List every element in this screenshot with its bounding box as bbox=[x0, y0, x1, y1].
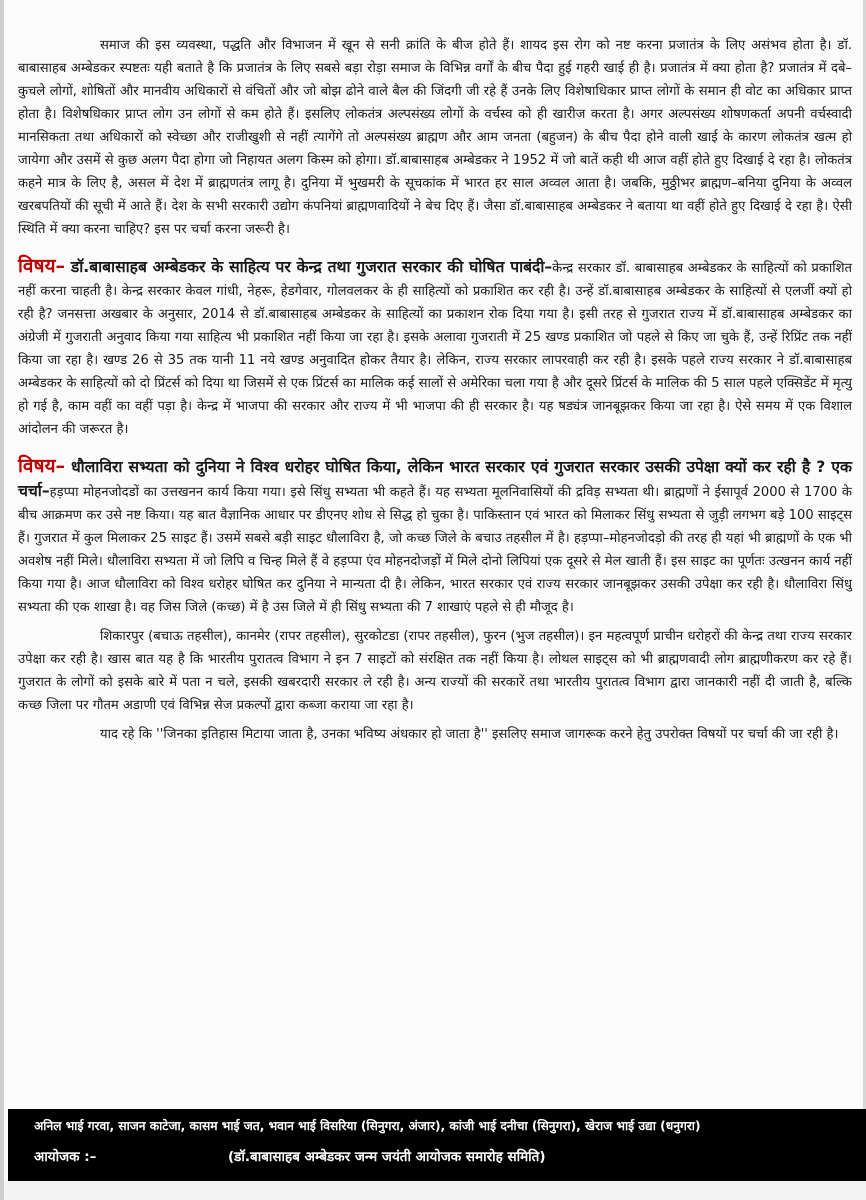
organizers-footer bbox=[8, 1109, 866, 1181]
section-label: विषय– bbox=[18, 255, 65, 277]
committee-name: (डॉ.बाबासाहब अम्बेडकर जन्म जयंती आयोजक समारोह समिति) bbox=[228, 1149, 546, 1165]
section-dholavira bbox=[18, 455, 852, 746]
page-bottom-margin bbox=[4, 1181, 866, 1200]
section-label: विषय– bbox=[18, 455, 65, 477]
closing-paragraph: याद रहे कि ''जिनका इतिहास मिटाया जाता है, उनका भविष्य अंधकार हो जाता है'' इसलिए समाज जागरूक करने हेतु उपरोक्त विषयों पर चर्चा की जा रही है। bbox=[100, 727, 839, 742]
section-literature-ban bbox=[18, 255, 852, 441]
organizer-names: अनिल भाई गरवा, साजन काटेजा, कासम भाई जत, भवान भाई विसरिया (सिनुगरा, अंजार), कांजी भाई दनीचा (सिनुगरा), खेराज भाई उद्या (धनुगरा) bbox=[34, 1119, 701, 1133]
section-title: धौलाविरा सभ्यता को दुनिया ने विश्व धरोहर घोषित किया, लेकिन भारत सरकार एवं गुजरात सरकार उसकी उपेक्षा क्यों कर रही है ? एक चर्चा– bbox=[18, 458, 852, 500]
organizer-label: आयोजक :– bbox=[34, 1149, 97, 1165]
section-literature-paragraph bbox=[18, 255, 852, 441]
section-title: डॉ.बाबासाहब अम्बेडकर के साहित्य पर केन्द्र तथा गुजरात सरकार की घोषित पाबंदी– bbox=[65, 258, 553, 276]
sites-paragraph: शिकारपुर (बचाऊ तहसील), कानमेर (रापर तहसील), सुरकोटडा (रापर तहसील), फुरन (भुज तहसील)। इन महत्वपूर्ण प्राचीन धरोहरों की केन्द्र तथा राज्य सरकार उपेक्षा कर रही है। खास बात यह है कि भारतीय पुरातत्व विभाग ने इन 7 साइटों को संरक्षित तक नहीं किया है। लोथल साइट्स को भी ब्राह्मणवादी लोग ब्राह्मणीकरण कर रहे हैं। गुजरात के लोगों को इसके बारे में पता न चले, इसकी खबरदारी सरकार ले रही है। अन्य राज्यों की सरकारें तथा भारतीय पुरातत्व विभाग द्वारा जानकारी नहीं दी जाती है, बल्कि कच्छ जिला पर गौतम अडाणी एवं विभिन्न सेज प्रकल्पों द्वारा कब्जा कराया जा रहा है। bbox=[18, 629, 852, 713]
section-dholavira-paragraph bbox=[18, 455, 852, 619]
section-body: केन्द्र सरकार डॉ. बाबासाहब अम्बेडकर के साहित्यों को प्रकाशित नहीं करना चाहती है। केन्द्र सरकार केवल गांधी, नेहरू, हेडगेवार, गोलवलकर के ही साहित्यों को प्रकाशित कर रही है। उन्हें डॉ.बाबासाहब अम्बेडकर के साहित्यों से एलर्जी क्यों हो रही है? जनसत्ता अखबार के अनुसार, 2014 से डॉ.बाबासाहब अम्बेडकर के साहित्यों का प्रकाशन रोक दिया गया है। इसी तरह से गुजरात राज्य में डॉ.बाबासाहब अम्बेडकर का अंग्रेजी में गुजराती अनुवाद किया गया साहित्य भी प्रकाशित नहीं किया जा रहा है। इसके अलावा गुजराती में 25 खण्ड प्रकाशित जो पहले से किए जा चुके हैं, उन्हें रिप्रिंट तक नहीं किया जा रहा है। खण्ड 26 से 35 तक यानी 11 नये खण्ड अनुवादित होकर तैयार है। लेकिन, राज्य सरकार लापरवाही कर रही है। इसके पहले राज्य सरकार ने डॉ.बाबासाहब अम्बेडकर के साहित्यों को दो प्रिंटर्स को दिया था जिसमें से एक प्रिंटर्स का मालिक कई सालों से अमेरिका चला गया है और दूसरे प्रिंटर्स के मालिक की 5 साल पहले एक्सिडेंट में मृत्यु हो गई है, काम वहीं का वहीं पड़ा है। केन्द्र में भाजपा की सरकार और राज्य में भी भाजपा की ही सरकार है। यह षड्यंत्र जानबूझकर किया जा रहा है। ऐसे समय में एक विशाल आंदोलन की जरूरत है। bbox=[18, 261, 853, 437]
intro-paragraph: समाज की इस व्यवस्था, पद्धति और विभाजन में खून से सनी क्रांति के बीज होते हैं। शायद इस रोग को नष्ट करना प्रजातंत्र के लिए असंभव होता है। डॉ. बाबासाहब अम्बेडकर स्पष्टतः यही बताते है कि प्रजातंत्र के लिए सबसे बड़ा रोड़ा समाज के विभिन्न वर्गों के बीच पैदा हुई गहरी खाई ही है। प्रजातंत्र में क्या होता है? प्रजातंत्र में दबे–कुचले लोगों, शोषितों और मानवीय अधिकारों से वंचितों और जो बोझ ढोने वाले बैल की जिंदगी जी रहे हैं उनके लिए विशेषाधिकार प्राप्त लोगों के समान ही वोट का अधिकार प्राप्त होता है। विशेषधिकार प्राप्त लोग उन लोगों से कम होते हैं। इसलिए लोकतंत्र अल्पसंख्य लोगों के वर्चस्व को ही खारीज करता है। अगर अल्पसंख्य शोषणकर्ता अपनी वर्चस्वादी मानसिकता तथा अधिकारों को स्वेच्छा और राजीखुशी से नहीं त्यागेंगे तो अल्पसंख्य ब्राह्मण और आम जनता (बहुजन) के बीच पैदा होने वाली खाई के कारण लोकतंत्र खत्म हो जायेगा और उसमें से कुछ अलग पैदा होगा जो निहायत अलग किस्म को होगा। डॉ.बाबासाहब अम्बेडकर ने 1952 में जो बातें कही थी आज वहीं होते हुए दिखाई दे रहा है। लोकतंत्र कहने मात्र के लिए है, असल में देश में ब्राह्मणतंत्र लागू है। दुनिया में भुखमरी के सूचकांक में भारत हर साल अव्वल आता है। जबकि, मुठ्ठीभर ब्राह्मण–बनिया दुनिया के अव्वल खरबपतियों की सूची में आते हैं। देश के सभी सरकारी उद्योग कंपनियां ब्राह्मणवादियों ने बेच दिए हैं। जैसा डॉ.बाबासाहब अम्बेडकर ने बताया था वहीं होते हुए दिखाई दे रहा है। ऐसी स्थिति में क्या करना चाहिए? इस पर चर्चा करना जरूरी है। bbox=[18, 38, 852, 237]
document-body bbox=[18, 34, 852, 746]
section-body: हड़प्पा मोहनजोदडों का उत्तखनन कार्य किया गया। इसे सिंधु सभ्यता भी कहते हैं। यह सभ्यता मूलनिवासियों की द्रविड़ सभ्यता थी। ब्राह्मणों ने ईसापूर्व 2000 से 1700 के बीच आक्रमण कर उसे नष्ट किया। यह बात वैज्ञानिक आधार पर डीएनए शोध से सिद्ध हो चुका है। पाकिस्तान एवं भारत को मिलाकर सिंधु सभ्यता से जुड़ी लगभग बड़े 100 साइट्स हैं। गुजरात में कुल मिलाकर 25 साइट हैं। उसमें सबसे बड़ी साइट धौलाविरा है, जो कच्छ जिले के बचाउ तहसील में है। हड़प्पा–मोहनजोदड़ो की तरह ही यहां भी ब्राह्मणों के एक भी अवशेष नहीं मिले। धौलाविरा सभ्यता में जो लिपि व चिन्ह मिले हैं वे हड़प्पा एंव मोहनदोजड़ों में मिले दोनो लिपियां एक दूसरे से मेल खाती हैं। इस साइट का पूर्णतः उत्खनन कार्य नहीं किया गया है। आज धौलाविरा को विश्व धरोहर घोषित कर दुनिया ने मान्यता दी है। लेकिन, भारत सरकार एवं राज्य सरकार जानबूझकर उसकी उपेक्षा कर रही है। धौलाविरा सिंधु सभ्यता की एक शाखा है। वह जिस जिले (कच्छ) में है उस जिले में ही सिंधु सभ्यता की 7 शाखाएं पहले से ही मौजूद है। bbox=[18, 485, 852, 615]
